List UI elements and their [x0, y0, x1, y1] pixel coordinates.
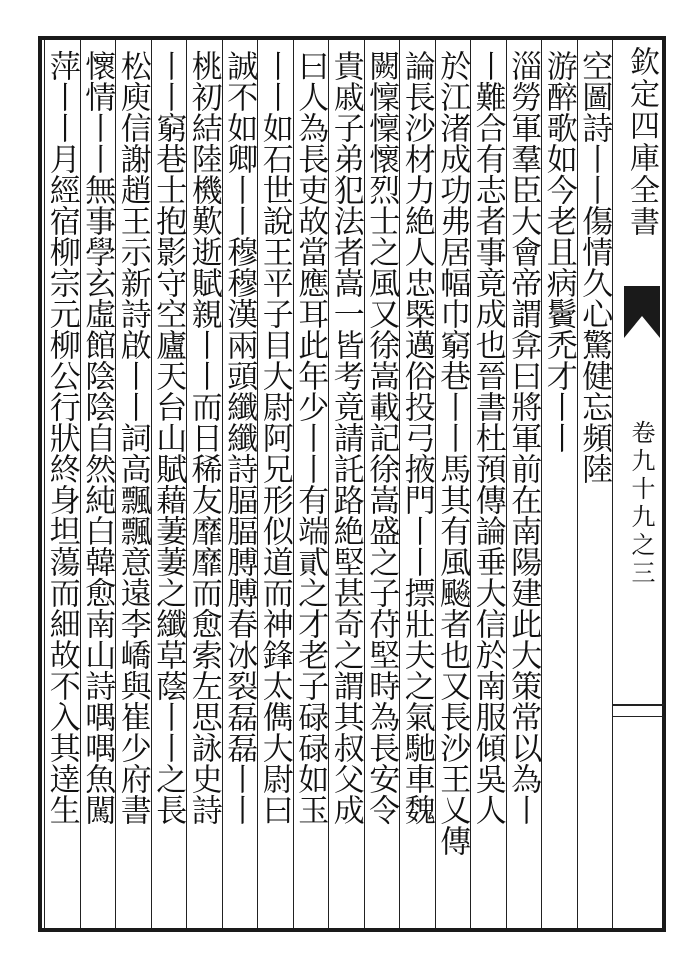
volume-number: 卷九十九之三 [627, 420, 655, 588]
text-column: 丨丨窮巷士抱影守空廬天台山賦藉萋萋之纖草蔭丨丨之長 [150, 50, 187, 825]
text-column: 貴戚子弟犯法者嵩一皆考竟請託路絶堅甚奇之謂其叔父成 [327, 50, 364, 825]
text-column: 丨丨如石世說王平子目大尉阿兄形似道而神鋒太儁大尉曰 [256, 50, 293, 825]
text-column: 誠不如卿丨丨穆穆漢兩頭纖纖詩腷腷膊膊春冰裂磊磊丨丨 [221, 50, 258, 825]
margin-divider [612, 704, 664, 706]
text-column: 丨難合有志者事竟成也晉書杜預傳論垂大信於南服傾吳人 [469, 50, 506, 825]
text-column: 松庾信謝趙王示新詩啟丨丨詞高飄飄意遠李嶠與崔少府書 [114, 50, 151, 825]
text-column: 桃初結陸機歎逝賦親丨丨而日稀友靡靡而愈索左思詠史詩 [185, 50, 222, 825]
text-column: 游醉歌如今老且病鬢禿才丨丨 [540, 50, 577, 453]
text-column: 淄勞軍羣臣大會帝謂弇曰將軍前在南陽建此大策常以為丨 [505, 50, 542, 825]
margin-divider-thin [612, 716, 664, 717]
text-column: 闕懍懍懷烈士之風又徐嵩載記徐嵩盛之子苻堅時為長安令 [363, 50, 400, 825]
text-column: 空圖詩丨丨傷情久心驚健忘頻陸 [576, 50, 613, 484]
text-column: 論長沙材力絶人忠槩邁俗投弓掖門丨丨摽壯夫之氣馳車魏 [398, 50, 435, 825]
book-title: 欽定四庫全書 [624, 46, 659, 238]
text-column: 懷情丨丨無事學玄虛館陰陰自然純白韓愈南山詩喁喁魚闖 [79, 50, 116, 825]
text-column: 萍丨丨月經宿柳宗元柳公行狀終身坦蕩而細故不入其逹生 [43, 50, 80, 825]
fish-tail-mark-icon [624, 286, 660, 338]
text-column: 於江渚成功弗居幅巾窮巷丨丨馬其有風飈者也又長沙王乂傳 [434, 50, 471, 856]
text-column: 曰人為長吏故當應耳此年少丨丨有端貳之才老子碌碌如玉 [292, 50, 329, 825]
